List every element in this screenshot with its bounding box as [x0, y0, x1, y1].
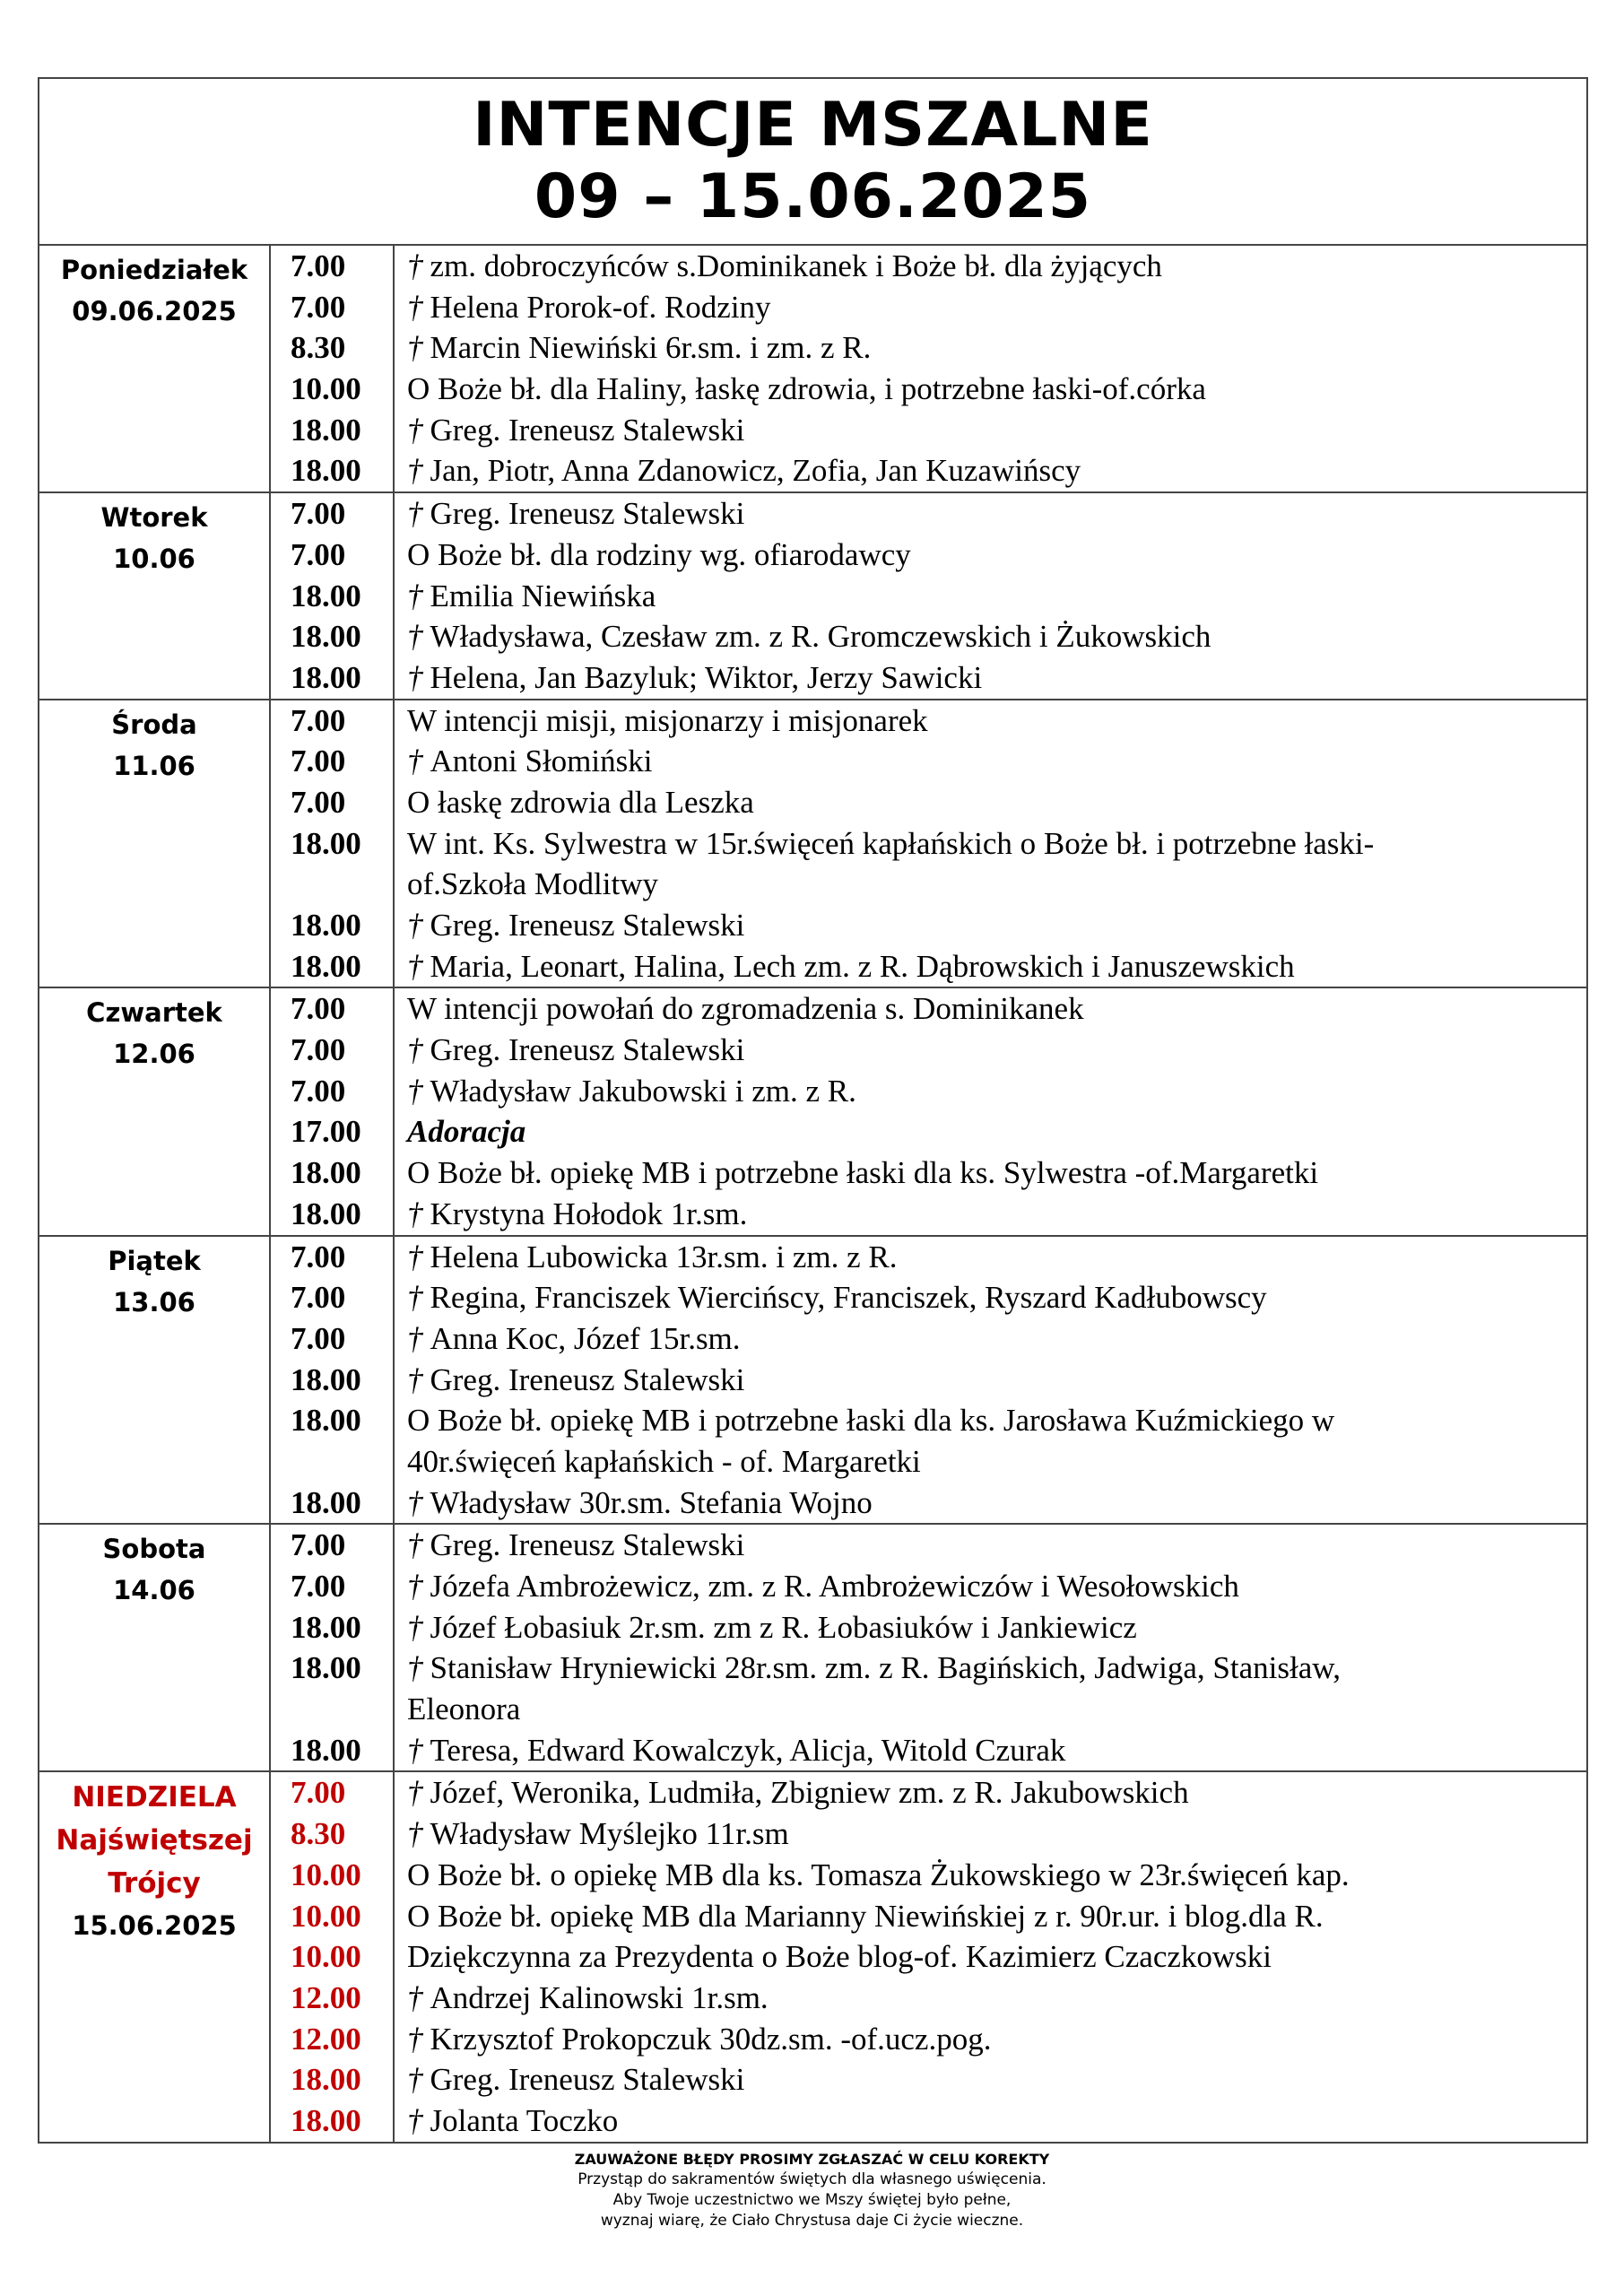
intention-line [395, 700, 1586, 742]
cross-icon: † [407, 1320, 423, 1356]
intention-line [395, 2100, 1586, 2142]
intention-line [395, 1441, 1586, 1483]
cross-icon: † [407, 1196, 423, 1231]
time-cell [270, 245, 394, 492]
day-subtitle: Najświętszej [56, 1824, 253, 1857]
intention-line [395, 1607, 1586, 1648]
intention-line [395, 1194, 1586, 1235]
time-cell [270, 700, 394, 988]
mass-intentions-sheet [38, 77, 1588, 2144]
intention-line [395, 864, 1586, 905]
intention-text: Greg. Ireneusz Stalewski [430, 908, 745, 943]
intention-text: O Boże bł. dla Haliny, łaskę zdrowia, i potrzebne łaski-of.córka [407, 371, 1206, 407]
intention-line [395, 1730, 1586, 1771]
footer-line: Przystąp do sakramentów świętych dla własnego uświęcenia. [578, 2170, 1046, 2188]
cross-icon: † [407, 1527, 423, 1563]
day-date: 14.06 [113, 1575, 195, 1606]
intention-line [395, 1525, 1586, 1566]
cross-icon: † [407, 2021, 423, 2057]
mass-time: 18.00 [291, 908, 361, 943]
intention-line [395, 1813, 1586, 1855]
mass-time: 18.00 [291, 2102, 361, 2138]
intention-text: Helena Lubowicka 13r.sm. i zm. z R. [430, 1239, 898, 1274]
cross-icon: † [407, 1569, 423, 1604]
mass-time: 18.00 [291, 1196, 361, 1231]
mass-time: 8.30 [291, 1816, 346, 1852]
intention-text: Władysława, Czesław zm. z R. Gromczewskich i Żukowskich [430, 619, 1211, 655]
day-name: Sobota [102, 1534, 206, 1565]
mass-time [271, 1441, 393, 1483]
mass-time: 18.00 [291, 1155, 361, 1191]
intention-text: Anna Koc, Józef 15r.sm. [430, 1320, 741, 1356]
day-name: Czwartek [86, 997, 222, 1029]
mass-time: 18.00 [291, 1484, 361, 1520]
cross-icon: † [407, 1979, 423, 2015]
intention-line [395, 946, 1586, 987]
intention-text: Teresa, Edward Kowalczyk, Alicja, Witold Czurak [430, 1732, 1066, 1768]
mass-time: 17.00 [291, 1114, 361, 1150]
cross-icon: † [407, 1816, 423, 1852]
cross-icon: † [407, 453, 423, 489]
mass-time: 18.00 [291, 825, 361, 861]
intention-text: of.Szkoła Modlitwy [407, 866, 658, 902]
day-date: 10.06 [113, 544, 195, 575]
intention-line [395, 1566, 1586, 1607]
mass-time: 10.00 [291, 1857, 361, 1892]
intention-cell [394, 245, 1587, 492]
mass-time: 7.00 [291, 744, 346, 779]
day-cell [39, 1524, 270, 1771]
day-cell [39, 1236, 270, 1525]
day-cell [39, 1771, 270, 2142]
day-name: Poniedziałek [60, 255, 248, 285]
cross-icon: † [407, 496, 423, 532]
day-cell [39, 245, 270, 492]
day-cell [39, 700, 270, 988]
mass-time: 7.00 [291, 784, 346, 820]
intention-text: Józef, Weronika, Ludmiła, Zbigniew zm. z R. Jakubowskich [430, 1775, 1189, 1811]
intention-text: Greg. Ireneusz Stalewski [430, 2062, 745, 2098]
day-name: Piątek [108, 1245, 201, 1276]
intention-text: Władysław Myślejko 11r.sm [430, 1816, 789, 1852]
intention-line [395, 2059, 1586, 2100]
day-date: 15.06.2025 [72, 1910, 237, 1942]
intention-line [395, 1772, 1586, 1813]
intention-text: Antoni Słomiński [430, 744, 653, 779]
schedule-table [38, 244, 1588, 2144]
intention-line [395, 1237, 1586, 1278]
intention-line [395, 287, 1586, 328]
intention-line [395, 493, 1586, 535]
mass-time: 7.00 [291, 289, 346, 325]
mass-time: 18.00 [291, 619, 361, 655]
footer-line: Aby Twoje uczestnictwo we Mszy świętej było pełne, [612, 2191, 1012, 2209]
cross-icon: † [407, 908, 423, 943]
intention-line [395, 1855, 1586, 1896]
intention-text: Adoracja [407, 1114, 526, 1150]
day-row [39, 1524, 1587, 1771]
intention-text: Jolanta Toczko [430, 2102, 619, 2138]
mass-time: 7.00 [291, 1239, 346, 1274]
cross-icon: † [407, 289, 423, 325]
day-date: 09.06.2025 [72, 296, 237, 326]
intention-text: W intencji powołań do zgromadzenia s. Dominikanek [407, 991, 1084, 1027]
intention-line [395, 1483, 1586, 1524]
intention-line [395, 1030, 1586, 1071]
day-name: Wtorek [100, 502, 208, 534]
mass-time: 10.00 [291, 371, 361, 407]
intention-line [395, 246, 1586, 287]
cross-icon: † [407, 1484, 423, 1520]
intention-text: O Boże bł. o opiekę MB dla ks. Tomasza Żukowskiego w 23r.święceń kap. [407, 1857, 1350, 1892]
intention-line [395, 1936, 1586, 1978]
intention-text: Greg. Ireneusz Stalewski [430, 1361, 745, 1397]
day-name: Środa [111, 709, 197, 740]
intention-cell [394, 492, 1587, 699]
mass-time: 7.00 [291, 1775, 346, 1811]
intention-cell [394, 1236, 1587, 1525]
intention-cell [394, 1524, 1587, 1771]
intention-text: Dziękczynna za Prezydenta o Boże blog-of. Kazimierz Czaczkowski [407, 1939, 1272, 1975]
cross-icon: † [407, 1732, 423, 1768]
mass-time: 7.00 [291, 248, 346, 283]
day-row [39, 987, 1587, 1235]
intention-text: Władysław Jakubowski i zm. z R. [430, 1073, 856, 1109]
intention-line [395, 1360, 1586, 1401]
date-range: 09 – 15.06.2025 [534, 161, 1092, 232]
intention-line [395, 1111, 1586, 1152]
mass-time: 10.00 [291, 1898, 361, 1934]
day-cell [39, 987, 270, 1235]
intention-line [395, 1896, 1586, 1937]
cross-icon: † [407, 1239, 423, 1274]
mass-time: 7.00 [291, 1073, 346, 1109]
day-cell [39, 492, 270, 699]
mass-time: 12.00 [291, 1979, 361, 2015]
intention-text: W intencji misji, misjonarzy i misjonarek [407, 702, 928, 738]
day-row [39, 492, 1587, 699]
intention-line [395, 1689, 1586, 1730]
intention-text: Helena, Jan Bazyluk; Wiktor, Jerzy Sawicki [430, 659, 983, 695]
intention-text: O łaskę zdrowia dla Leszka [407, 784, 754, 820]
cross-icon: † [407, 2102, 423, 2138]
intention-line [395, 1978, 1586, 2019]
intention-line [395, 823, 1586, 865]
time-cell [270, 1524, 394, 1771]
intention-text: O Boże bł. opiekę MB i potrzebne łaski dla ks. Sylwestra -of.Margaretki [407, 1155, 1319, 1191]
mass-time: 7.00 [291, 702, 346, 738]
intention-text: O Boże bł. opiekę MB i potrzebne łaski dla ks. Jarosława Kuźmickiego w [407, 1403, 1335, 1439]
schedule-body [39, 245, 1587, 2143]
intention-text: Greg. Ireneusz Stalewski [430, 1032, 745, 1068]
footer-line: wyznaj wiarę, że Ciało Chrystusa daje Ci życie wieczne. [600, 2212, 1024, 2230]
mass-time [271, 1689, 393, 1730]
mass-time: 18.00 [291, 1403, 361, 1439]
day-row [39, 1771, 1587, 2142]
intention-line [395, 410, 1586, 451]
day-subtitle: Trójcy [108, 1867, 201, 1900]
cross-icon: † [407, 2062, 423, 2098]
mass-time: 18.00 [291, 453, 361, 489]
mass-time: 7.00 [291, 1527, 346, 1563]
intention-text: Marcin Niewiński 6r.sm. i zm. z R. [430, 330, 872, 366]
day-row [39, 700, 1587, 988]
mass-time: 10.00 [291, 1939, 361, 1975]
intention-text: Greg. Ireneusz Stalewski [430, 412, 745, 448]
mass-time [271, 864, 393, 905]
cross-icon: † [407, 1609, 423, 1645]
intention-text: Helena Prorok-of. Rodziny [430, 289, 771, 325]
mass-time: 12.00 [291, 2021, 361, 2057]
footer [0, 2149, 1624, 2231]
mass-time: 7.00 [291, 1320, 346, 1356]
intention-cell [394, 1771, 1587, 2142]
intention-text: Andrzej Kalinowski 1r.sm. [430, 1979, 769, 2015]
intention-text: Władysław 30r.sm. Stefania Wojno [430, 1484, 873, 1520]
intention-text: O Boże bł. dla rodziny wg. ofiarodawcy [407, 536, 911, 572]
intention-line [395, 741, 1586, 782]
intention-line [395, 576, 1586, 617]
cross-icon: † [407, 1280, 423, 1316]
intention-line [395, 535, 1586, 576]
time-cell [270, 1236, 394, 1525]
cross-icon: † [407, 1361, 423, 1397]
intention-line [395, 1071, 1586, 1112]
mass-time: 7.00 [291, 991, 346, 1027]
day-date: 12.06 [113, 1039, 195, 1070]
intention-text: zm. dobroczyńców s.Dominikanek i Boże bł. dla żyjących [430, 248, 1162, 283]
time-cell [270, 492, 394, 699]
intention-line [395, 369, 1586, 410]
cross-icon: † [407, 248, 423, 283]
intention-text: 40r.święceń kapłańskich - of. Margaretki [407, 1443, 921, 1479]
intention-text: Józef Łobasiuk 2r.sm. zm z R. Łobasiuków i Jankiewicz [430, 1609, 1137, 1645]
cross-icon: † [407, 578, 423, 613]
intention-line [395, 1318, 1586, 1360]
cross-icon: † [407, 659, 423, 695]
mass-time: 7.00 [291, 1280, 346, 1316]
mass-time: 18.00 [291, 1732, 361, 1768]
intention-line [395, 2019, 1586, 2060]
intention-line [395, 450, 1586, 491]
intention-text: O Boże bł. opiekę MB dla Marianny Niewińskiej z r. 90r.ur. i blog.dla R. [407, 1898, 1324, 1934]
day-date: 13.06 [113, 1286, 195, 1318]
time-cell [270, 987, 394, 1235]
footer-heading: ZAUWAŻONE BŁĘDY PROSIMY ZGŁASZAĆ W CELU KOREKTY [574, 2151, 1050, 2168]
day-row [39, 1236, 1587, 1525]
page-title: INTENCJE MSZALNE [473, 90, 1153, 161]
cross-icon: † [407, 1073, 423, 1109]
intention-cell [394, 987, 1587, 1235]
intention-text: W int. Ks. Sylwestra w 15r.święceń kapłańskich o Boże bł. i potrzebne łaski- [407, 825, 1375, 861]
intention-line [395, 988, 1586, 1030]
mass-time: 18.00 [291, 1361, 361, 1397]
intention-text: Józefa Ambrożewicz, zm. z R. Ambrożewiczów i Wesołowskich [430, 1569, 1239, 1604]
intention-text: Eleonora [407, 1692, 521, 1727]
mass-time: 18.00 [291, 578, 361, 613]
intention-text: Maria, Leonart, Halina, Lech zm. z R. Dąbrowskich i Januszewskich [430, 948, 1295, 984]
title-box [38, 77, 1588, 244]
intention-text: Emilia Niewińska [430, 578, 656, 613]
day-name: NIEDZIELA [72, 1781, 237, 1814]
mass-time: 8.30 [291, 330, 346, 366]
cross-icon: † [407, 330, 423, 366]
intention-line [395, 657, 1586, 699]
cross-icon: † [407, 948, 423, 984]
cross-icon: † [407, 619, 423, 655]
time-cell [270, 1771, 394, 2142]
intention-line [395, 905, 1586, 946]
intention-line [395, 1277, 1586, 1318]
day-row [39, 245, 1587, 492]
day-date: 11.06 [113, 750, 195, 781]
intention-line [395, 1400, 1586, 1441]
intention-text: Jan, Piotr, Anna Zdanowicz, Zofia, Jan Kuzawińscy [430, 453, 1081, 489]
intention-line [395, 1648, 1586, 1689]
intention-text: Greg. Ireneusz Stalewski [430, 496, 745, 532]
cross-icon: † [407, 744, 423, 779]
cross-icon: † [407, 1032, 423, 1068]
intention-line [395, 1152, 1586, 1194]
intention-line [395, 327, 1586, 369]
mass-time: 18.00 [291, 412, 361, 448]
cross-icon: † [407, 1650, 423, 1686]
mass-time: 7.00 [291, 1032, 346, 1068]
intention-line [395, 616, 1586, 657]
intention-text: Greg. Ireneusz Stalewski [430, 1527, 745, 1563]
intention-text: Stanisław Hryniewicki 28r.sm. zm. z R. Bagińskich, Jadwiga, Stanisław, [430, 1650, 1342, 1686]
mass-time: 18.00 [291, 948, 361, 984]
mass-time: 7.00 [291, 536, 346, 572]
mass-time: 7.00 [291, 1569, 346, 1604]
intention-line [395, 782, 1586, 823]
intention-text: Krzysztof Prokopczuk 30dz.sm. -of.ucz.pog. [430, 2021, 992, 2057]
intention-cell [394, 700, 1587, 988]
mass-time: 18.00 [291, 1609, 361, 1645]
mass-time: 18.00 [291, 1650, 361, 1686]
mass-time: 18.00 [291, 2062, 361, 2098]
mass-time: 7.00 [291, 496, 346, 532]
cross-icon: † [407, 1775, 423, 1811]
intention-text: Regina, Franciszek Wiercińscy, Franciszek, Ryszard Kadłubowscy [430, 1280, 1267, 1316]
mass-time: 18.00 [291, 659, 361, 695]
intention-text: Krystyna Hołodok 1r.sm. [430, 1196, 748, 1231]
cross-icon: † [407, 412, 423, 448]
